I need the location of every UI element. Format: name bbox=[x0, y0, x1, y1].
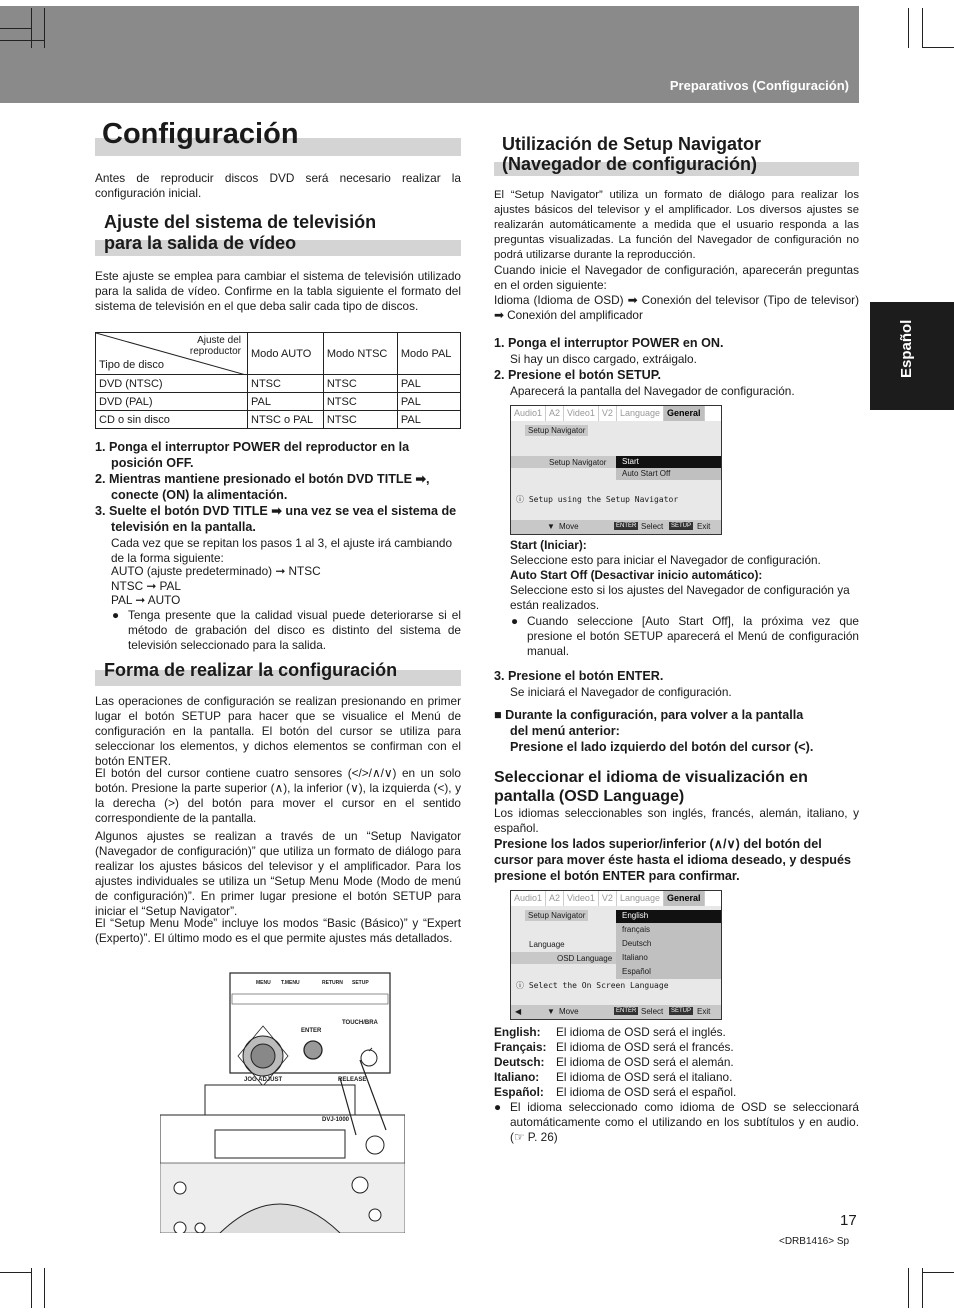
crop-mark bbox=[922, 1272, 954, 1273]
crop-mark bbox=[0, 40, 45, 41]
def-term: Français: bbox=[494, 1040, 547, 1054]
forma-heading: Forma de realizar la configuración bbox=[104, 660, 398, 680]
lang-heading-line2: pantalla (OSD Language) bbox=[494, 788, 685, 805]
select-label: Select bbox=[641, 1007, 664, 1016]
tab-general[interactable]: General bbox=[664, 891, 705, 906]
touch-brake-label: TOUCH/BRA bbox=[342, 1020, 378, 1026]
return-line-1: ■ Durante la configuración, para volver a la pantalla bbox=[494, 708, 804, 722]
enter-key: ENTER bbox=[616, 523, 637, 529]
nav-step-1: 1. Ponga el interruptor POWER en ON. bbox=[494, 336, 724, 350]
move-arrows-icon: ▼ bbox=[547, 522, 555, 531]
table-header: Modo PAL bbox=[397, 333, 460, 375]
table-header: Modo AUTO bbox=[248, 333, 324, 375]
release-label: RELEASE bbox=[338, 1077, 367, 1083]
return-line-2: del menú anterior: bbox=[510, 724, 620, 738]
setup-button-label[interactable]: SETUP bbox=[352, 980, 369, 986]
auto-start-title: Auto Start Off (Desactivar inicio automático): bbox=[510, 568, 763, 582]
lang-option-italiano[interactable]: Italiano bbox=[616, 951, 721, 965]
def-term: Deutsch: bbox=[494, 1055, 545, 1069]
lang-option-deutsch[interactable]: Deutsch bbox=[616, 937, 721, 951]
def-desc: El idioma de OSD será el español. bbox=[556, 1085, 737, 1099]
setup-navigator-chip: Setup Navigator bbox=[525, 425, 588, 436]
nav-heading bbox=[502, 134, 761, 174]
bullet-icon: ● bbox=[112, 608, 120, 622]
page-number: 17 bbox=[840, 1212, 857, 1229]
return-instructions bbox=[494, 707, 859, 755]
lang-instruction: Presione los lados superior/inferior (∧/∨) del botón del cursor para mover éste hasta el idioma deseado, y después presione el botón ENTER para confirmar. bbox=[494, 837, 851, 883]
def-desc: El idioma de OSD será el inglés. bbox=[556, 1025, 726, 1039]
setup-navigator-chip: Setup Navigator bbox=[525, 910, 588, 921]
tv-sequence-3: PAL ➞ AUTO bbox=[111, 593, 181, 607]
corner-diagonal bbox=[96, 333, 246, 375]
info-icon: ⓘ bbox=[516, 981, 524, 990]
tv-sequence-2: NTSC ➞ PAL bbox=[111, 579, 181, 593]
move-label: Move bbox=[559, 522, 579, 531]
table-cell: PAL bbox=[397, 411, 460, 429]
setup-key: SETUP bbox=[671, 523, 692, 529]
info-text: Select the On Screen Language bbox=[528, 981, 669, 990]
exit-label: Exit bbox=[697, 1007, 711, 1016]
info-icon: ⓘ bbox=[516, 495, 524, 504]
osd-language-screen bbox=[510, 890, 722, 1020]
setup-navigator-screen bbox=[510, 405, 722, 535]
navigator-label: Setup Navigator bbox=[549, 458, 607, 467]
def-term: English: bbox=[494, 1025, 541, 1039]
table-row bbox=[96, 375, 461, 393]
crop-mark bbox=[0, 28, 32, 29]
dvj-player-illustration bbox=[160, 970, 405, 1233]
jog-adjust-label: JOG ADJUST bbox=[244, 1077, 283, 1083]
table-cell: NTSC bbox=[248, 375, 324, 393]
select-label: Select bbox=[641, 522, 664, 531]
model-label: DVJ-1000 bbox=[322, 1117, 350, 1123]
forma-paragraph-1: Las operaciones de configuración se realizan presionando en primer lugar el botón SETUP para hacer que se visualice el Menú de configuración en la pantalla. El botón del cursor se utiliza para seleccionar los elementos, y dichos elementos se confirman con el botón ENTER. bbox=[95, 694, 461, 768]
table-corner-cell bbox=[96, 333, 248, 375]
table-cell: PAL bbox=[248, 393, 324, 411]
def-desc: El idioma de OSD será el francés. bbox=[556, 1040, 734, 1054]
tab-a2[interactable]: A2 bbox=[546, 406, 564, 421]
table-cell: NTSC o PAL bbox=[248, 411, 324, 429]
osd-body bbox=[511, 906, 721, 1019]
bullet-icon: ● bbox=[494, 1100, 502, 1114]
tv-bullet: Tenga presente que la calidad visual puede deteriorarse si el método de grabación del disco es distinto del sistema de televisión seleccionado para la salida. bbox=[128, 608, 461, 652]
table-cell: NTSC bbox=[323, 393, 397, 411]
enter-key: ENTER bbox=[616, 1008, 637, 1014]
tab-audio1[interactable]: Audio1 bbox=[511, 891, 546, 906]
back-arrow-icon: ◀ bbox=[515, 1007, 522, 1016]
tv-body: Este ajuste se emplea para cambiar el sistema de televisión utilizado para la salida de vídeo. Confirme en la tabla siguiente el formato del sistema de televisión en el que deba salir cada tipo de discos. bbox=[95, 269, 461, 313]
crop-mark bbox=[31, 1268, 32, 1308]
tab-audio1[interactable]: Audio1 bbox=[511, 406, 546, 421]
osd-footer bbox=[511, 1005, 721, 1019]
tv-system-table bbox=[95, 332, 461, 429]
tab-v2[interactable]: V2 bbox=[599, 406, 617, 421]
return-line-3: Presione el lado izquierdo del botón del cursor (<). bbox=[510, 740, 814, 754]
tab-v2[interactable]: V2 bbox=[599, 891, 617, 906]
crop-mark bbox=[922, 47, 954, 48]
bullet-icon: ● bbox=[511, 614, 519, 628]
osd-tabs bbox=[511, 891, 705, 906]
page-title: Configuración bbox=[102, 118, 299, 150]
tab-video1[interactable]: Video1 bbox=[564, 891, 599, 906]
return-button-label[interactable]: RETURN bbox=[322, 980, 343, 986]
move-label: Move bbox=[559, 1007, 579, 1016]
nav-paragraph-1: El “Setup Navigator” utiliza un formato de diálogo para realizar los ajustes básicos del televisor y el amplificador. Los diversos ajustes se realizarán automáticamente a medida que el usuario responda a las preguntas visualizadas. La función del Navegador de configuración no podrá utilizarse durante la reproducción. bbox=[494, 189, 859, 261]
language-label: Language bbox=[529, 940, 565, 949]
crop-mark bbox=[922, 8, 923, 48]
player-drawing bbox=[160, 970, 405, 1233]
nav-step1-note: Si hay un disco cargado, extráigalo. bbox=[510, 352, 697, 366]
lang-heading-line1: Seleccionar el idioma de visualización en bbox=[494, 769, 808, 786]
nav-paragraph-2: Cuando inicie el Navegador de configuración, aparecerán preguntas en el orden siguiente: bbox=[494, 263, 859, 292]
tv-heading bbox=[104, 212, 376, 254]
move-arrows-icon: ▼ bbox=[547, 1007, 555, 1016]
start-desc: Seleccione esto para iniciar el Navegador de configuración. bbox=[510, 553, 821, 567]
lang-paragraph: Los idiomas seleccionables son inglés, francés, alemán, italiano, y español. bbox=[494, 806, 859, 835]
forma-paragraph-3: Algunos ajustes se realizan a través de un “Setup Navigator (Navegador de configuración)” que utiliza un formato de diálogo para realizar los ajustes básicos del televisor y el amplificador. Para los ajustes individuales se utiliza un “Setup Menu Mode (Modo de menú de configuración)”. En primer lugar presione el botón SETUP para iniciar el “Setup Navigator”. bbox=[95, 829, 461, 918]
osd-footer bbox=[511, 520, 721, 534]
enter-button-label[interactable]: ENTER bbox=[301, 1028, 322, 1034]
tv-step-2: 2. Mientras mantiene presionado el botón DVD TITLE ➡, conecte (ON) la alimentación. bbox=[95, 472, 430, 502]
document-code: <DRB1416> Sp bbox=[779, 1236, 850, 1247]
table-cell: DVD (NTSC) bbox=[96, 375, 248, 393]
info-line bbox=[516, 980, 669, 991]
table-row bbox=[96, 411, 461, 429]
setup-key: SETUP bbox=[671, 1008, 692, 1014]
table-cell: PAL bbox=[397, 375, 460, 393]
info-text: Setup using the Setup Navigator bbox=[528, 495, 679, 504]
info-line bbox=[516, 494, 678, 505]
lang-bullet: El idioma seleccionado como idioma de OSD se seleccionará automáticamente como el utilizando en los subtítulos y en audio. (☞ P. 26) bbox=[510, 1100, 859, 1144]
header-bar bbox=[0, 6, 859, 103]
crop-mark bbox=[31, 8, 32, 48]
crop-mark bbox=[44, 1268, 45, 1308]
tv-heading-line1: Ajuste del sistema de televisión bbox=[104, 212, 377, 232]
intro-text: Antes de reproducir discos DVD será necesario realizar la configuración inicial. bbox=[95, 171, 461, 200]
tmenu-button-label[interactable]: T.MENU bbox=[281, 980, 300, 986]
table-row bbox=[96, 393, 461, 411]
def-desc: El idioma de OSD será el alemán. bbox=[556, 1055, 734, 1069]
def-term: Italiano: bbox=[494, 1070, 540, 1084]
nav-step-3: 3. Presione el botón ENTER. bbox=[494, 669, 664, 683]
forma-paragraph-4: El “Setup Menu Mode” incluye los modos “Basic (Básico)” y “Expert (Experto)”. El último modo es el que permite ajustes más detallados. bbox=[95, 916, 461, 945]
lang-heading bbox=[494, 768, 808, 806]
osd-language-label: OSD Language bbox=[557, 954, 613, 963]
table-cell: NTSC bbox=[323, 375, 397, 393]
table-cell: DVD (PAL) bbox=[96, 393, 248, 411]
tv-sequence-1: AUTO (ajuste predeterminado) ➞ NTSC bbox=[111, 564, 321, 578]
lang-option-espanol[interactable]: Español bbox=[616, 965, 721, 979]
lang-option-francais[interactable]: français bbox=[616, 923, 721, 937]
nav-step-2: 2. Presione el botón SETUP. bbox=[494, 368, 662, 382]
crop-mark bbox=[44, 8, 45, 48]
table-cell: PAL bbox=[397, 393, 460, 411]
table-header: Modo NTSC bbox=[323, 333, 397, 375]
tv-step3-note: Cada vez que se repitan los pasos 1 al 3, el ajuste irá cambiando de la forma siguiente: bbox=[111, 536, 453, 565]
table-cell: NTSC bbox=[323, 411, 397, 429]
exit-label: Exit bbox=[697, 522, 711, 531]
forma-paragraph-2: El botón del cursor contiene cuatro sensores (</>/∧/∨) en un solo botón. Presione la parte superior (∧), la inferior (∨), la izquierda (<), y la derecha (>) del botón para mover el cursor en el sentido correspondiente de la pantalla. bbox=[95, 766, 461, 825]
corner-disc-label: Tipo de disco bbox=[99, 359, 165, 371]
side-tab-label: Español bbox=[898, 319, 915, 378]
table-cell: CD o sin disco bbox=[96, 411, 248, 429]
nav-heading-line2: (Navegador de configuración) bbox=[502, 154, 758, 174]
tab-language[interactable]: Language bbox=[617, 891, 664, 906]
nav-step2-note: Aparecerá la pantalla del Navegador de configuración. bbox=[510, 384, 795, 398]
crop-mark bbox=[908, 8, 909, 48]
auto-start-desc: Seleccione esto si los ajustes del Navegador de configuración ya están realizados. bbox=[510, 583, 850, 612]
auto-start-off-option[interactable]: Auto Start Off bbox=[616, 468, 721, 480]
auto-start-bullet: Cuando seleccione [Auto Start Off], la próxima vez que presione el botón SETUP aparecerá el Menú de configuración manual. bbox=[527, 614, 859, 658]
crop-mark bbox=[908, 1268, 909, 1308]
language-side-tab bbox=[870, 302, 954, 410]
menu-button-label[interactable]: MENU bbox=[256, 980, 271, 986]
section-title: Preparativos (Configuración) bbox=[669, 78, 849, 93]
tv-heading-line2: para la salida de vídeo bbox=[104, 233, 297, 253]
nav-heading-line1: Utilización de Setup Navigator bbox=[502, 134, 762, 154]
lang-option-english[interactable]: English bbox=[616, 910, 721, 923]
nav-step3-note: Se iniciará el Navegador de configuración. bbox=[510, 685, 732, 699]
def-term: Español: bbox=[494, 1085, 544, 1099]
tab-video1[interactable]: Video1 bbox=[564, 406, 599, 421]
corner-player-label: Ajuste del reproductor bbox=[189, 335, 241, 357]
crop-mark bbox=[0, 1272, 32, 1273]
tab-language[interactable]: Language bbox=[617, 406, 664, 421]
start-option[interactable]: Start bbox=[616, 456, 721, 468]
crop-mark bbox=[922, 1268, 923, 1308]
tv-step-1: 1. Ponga el interruptor POWER del reproductor en la posición OFF. bbox=[95, 440, 410, 470]
osd-body bbox=[511, 421, 721, 534]
tab-general[interactable]: General bbox=[664, 406, 705, 421]
osd-tabs bbox=[511, 406, 705, 421]
tv-step-3: 3. Suelte el botón DVD TITLE ➡ una vez se vea el sistema de televisión en la pantalla. bbox=[95, 504, 457, 534]
start-title: Start (Iniciar): bbox=[510, 538, 587, 552]
nav-paragraph-3: Idioma (Idioma de OSD) ➡ Conexión del televisor (Tipo de televisor) ➡ Conexión del amplificador bbox=[494, 293, 859, 322]
def-desc: El idioma de OSD será el italiano. bbox=[556, 1070, 733, 1084]
tab-a2[interactable]: A2 bbox=[546, 891, 564, 906]
